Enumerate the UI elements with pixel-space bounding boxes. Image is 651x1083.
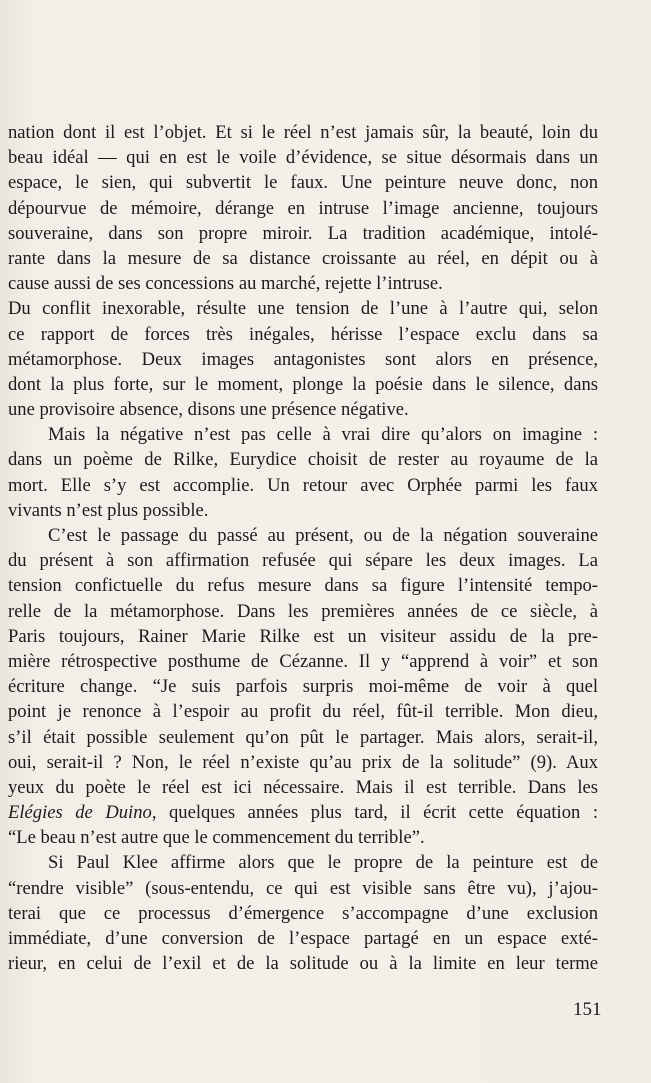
text-line: oui, serait-il ? Non, le réel n’existe qu’au prix de la solitude” (9). Aux — [8, 751, 598, 773]
text-line: écriture change. “Je suis parfois surpris moi-même de voir à quel — [8, 676, 598, 698]
text-line: souveraine, dans son propre miroir. La tradition académique, intolé- — [8, 222, 598, 244]
text-line: immédiate, d’une conversion de l’espace partagé en un espace exté- — [8, 928, 598, 949]
text-line: tension confictuelle du refus mesure dans sa figure l’intensité tempo- — [8, 575, 598, 597]
body-text — [8, 120, 598, 976]
book-title-italic: Elégies de Duino — [8, 802, 152, 824]
text-line: Elégies de Duino, quelques années plus tard, il écrit cette équation : — [8, 802, 599, 824]
text-line: mière rétrospective posthume de Cézanne. Il y “apprend à voir” et son — [8, 650, 598, 672]
text-line: une provisoire absence, disons une présence négative. — [8, 399, 409, 421]
text-line: espace, le sien, qui subvertit le faux. Une peinture neuve donc, non — [8, 172, 598, 194]
text-line: du présent à son affirmation refusée qui sépare les deux images. La — [8, 550, 598, 572]
text-line: dépourvue de mémoire, dérange en intruse l’image ancienne, toujours — [8, 197, 598, 219]
text-line: “rendre visible” (sous-entendu, ce qui est visible sans être vu), j’ajou- — [8, 877, 598, 899]
text-line: “Le beau n’est autre que le commencement du terrible”. — [8, 827, 425, 849]
text-line: Si Paul Klee affirme alors que le propre de la peinture est de — [48, 852, 598, 874]
text-line: relle de la métamorphose. Dans les premières années de ce siècle, à — [8, 600, 598, 622]
text-line: mort. Elle s’y est accomplie. Un retour avec Orphée parmi les faux — [8, 474, 598, 496]
text-line: terai que ce processus d’émergence s’accompagne d’une exclusion — [8, 902, 598, 924]
text-line: point je renonce à l’espoir au profit du réel, fût-il terrible. Mon dieu, — [8, 701, 598, 723]
text-line: Du conflit inexorable, résulte une tension de l’une à l’autre qui, selon — [8, 298, 598, 320]
text-line: cause aussi de ses concessions au marché, rejette l’intruse. — [8, 273, 443, 295]
text-line: dans un poème de Rilke, Eurydice choisit de rester au royaume de la — [8, 449, 598, 471]
text-line: vivants n’est plus possible. — [8, 499, 209, 521]
text-line: s’il était possible seulement qu’on pût le partager. Mais alors, serait-il, — [8, 726, 598, 748]
text-line: nation dont il est l’objet. Et si le réel n’est jamais sûr, la beauté, loin du — [8, 122, 598, 143]
text-line: dont la plus forte, sur le moment, plonge la poésie dans le silence, dans — [8, 373, 598, 395]
text-line: rante dans la mesure de sa distance croissante au réel, en dépit ou à — [8, 247, 598, 269]
text-line: métamorphose. Deux images antagonistes sont alors en présence, — [8, 348, 598, 370]
text-line: C’est le passage du passé au présent, ou de la négation souveraine — [48, 525, 598, 546]
text-line: ce rapport de forces très inégales, hérisse l’espace exclu dans sa — [8, 323, 598, 345]
text-line: rieur, en celui de l’exil et de la solitude ou à la limite en leur terme — [8, 953, 598, 975]
page-number: 151 — [573, 999, 602, 1020]
text-line: Paris toujours, Rainer Marie Rilke est un visiteur assidu de la pre- — [8, 625, 598, 647]
text-line-rest: quelques années plus tard, il écrit cette équation : — [168, 802, 599, 824]
text-line: Mais la négative n’est pas celle à vrai dire qu’alors on imagine : — [48, 424, 598, 446]
text-line: yeux du poète le réel est ici nécessaire. Mais il est terrible. Dans les — [8, 776, 598, 798]
text-line: beau idéal — qui en est le voile d’évidence, se situe désormais dans un — [8, 147, 598, 169]
